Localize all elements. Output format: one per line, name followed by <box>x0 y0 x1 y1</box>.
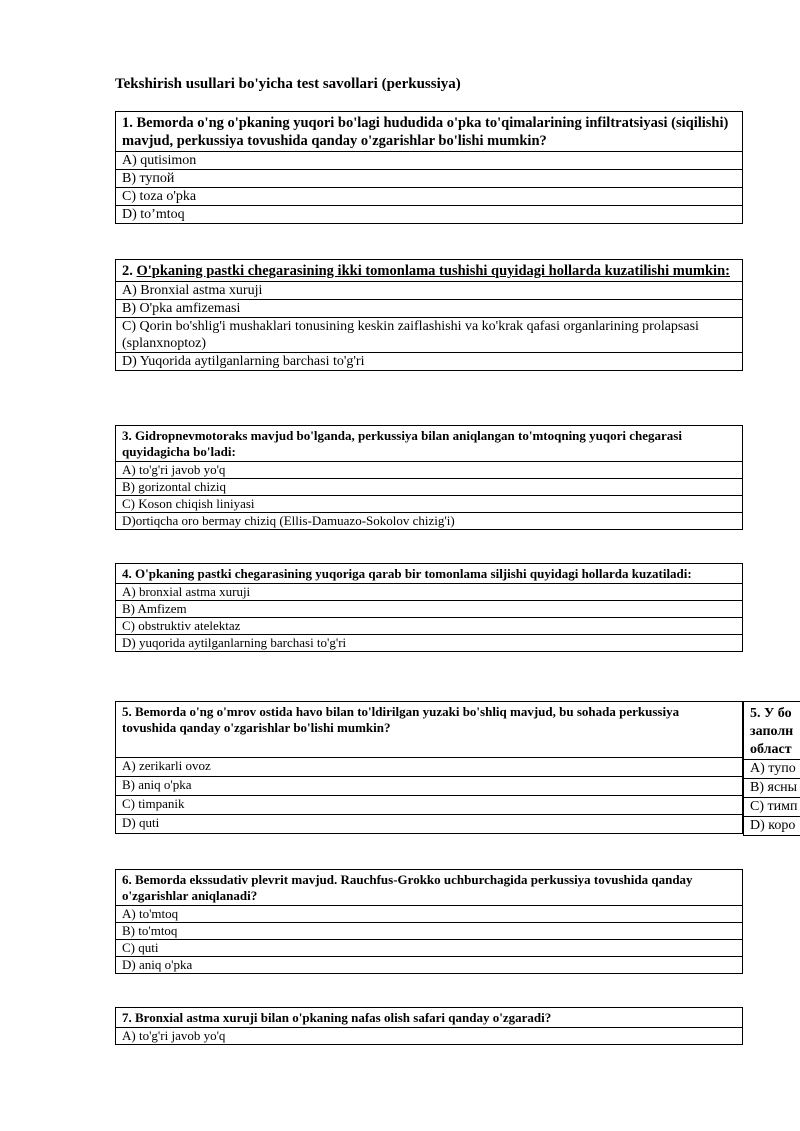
question-4-option-d: D) yuqorida aytilganlarning barchasi to'g'ri <box>116 635 743 652</box>
question-2-option-a: А) Bronxial astma xuruji <box>116 282 743 300</box>
question-1-text: 1. Bemorda o'ng o'pkaning yuqori bo'lagi hududida o'pka to'qimalarining infiltratsiyasi (siqilishi) mavjud, perkussiya tovushida qanday o'zgarishlar bo'lishi mumkin? <box>116 112 743 152</box>
question-6-text: 6. Bemorda ekssudativ plevrit mavjud. Rauchfus-Grokko uchburchagida perkussiya tovushida qanday o'zgarishlar aniqlanadi? <box>116 870 743 906</box>
question-2-table <box>115 259 743 371</box>
question-5-option-d: D) quti <box>116 815 743 834</box>
question-6-option-a: A) to'mtoq <box>116 906 743 923</box>
question-1-table <box>115 111 743 224</box>
question-3-option-a: А) to'g'ri javob yo'q <box>116 462 743 479</box>
question-3-text: 3. Gidropnevmotoraks mavjud bo'lganda, perkussiya bilan aniqlangan to'mtoqning yuqori chegarasi quyidagicha bo'ladi: <box>116 426 743 462</box>
question-2-option-d: D) Yuqorida aytilganlarning barchasi to'g'ri <box>116 353 743 371</box>
question-5-russian-table-clipped <box>743 701 800 836</box>
question-4-option-a: A) bronxial astma xuruji <box>116 584 743 601</box>
question-2-option-c: С) Qorin bo'shlig'i mushaklari tonusining keskin zaiflashishi va ko'krak qafasi organlarining prolapsasi (splanxnoptoz) <box>116 318 743 353</box>
document-title: Tekshirish usullari bo'yicha test savollari (perkussiya) <box>115 76 461 92</box>
question-5-russian-line-1: 5. У бо <box>750 706 792 721</box>
question-3-option-d: D)ortiqcha oro bermay chiziq (Ellis-Damuazo-Sokolov chizig'i) <box>116 513 743 530</box>
question-7-text: 7. Bronxial astma xuruji bilan o'pkaning nafas olish safari qanday o'zgaradi? <box>116 1008 743 1028</box>
question-5-russian-line-2: заполн <box>750 724 794 739</box>
question-4-option-b: B) Amfizem <box>116 601 743 618</box>
question-3-table <box>115 425 743 530</box>
question-7-table <box>115 1007 743 1045</box>
question-6-option-c: C) quti <box>116 940 743 957</box>
question-4-option-c: C) obstruktiv atelektaz <box>116 618 743 635</box>
question-2-option-b: В) O'pka amfizemasi <box>116 300 743 318</box>
question-4-table <box>115 563 743 652</box>
question-1-option-b: В) тупой <box>116 170 743 188</box>
question-1-option-a: А) qutisimon <box>116 152 743 170</box>
question-5-russian-option-c: С) тимп <box>744 798 800 817</box>
question-2-text: O'pkaning pastki chegarasining ikki tomonlama tushishi quyidagi hollarda kuzatilishi mumkin: <box>136 263 730 279</box>
question-5-russian-option-b: В) ясны <box>744 779 800 798</box>
question-2-heading <box>116 260 743 282</box>
question-5-table <box>115 701 743 834</box>
question-3-option-b: B) gorizontal chiziq <box>116 479 743 496</box>
question-5-text: 5. Bemorda o'ng o'mrov ostida havo bilan to'ldirilgan yuzaki bo'shliq mavjud, bu sohada perkussiya tovushida qanday o'zgarishlar bo'lishi mumkin? <box>116 702 743 758</box>
question-6-option-d: D) aniq o'pka <box>116 957 743 974</box>
question-6-table <box>115 869 743 974</box>
question-7-option-a: А) to'g'ri javob yo'q <box>116 1028 743 1045</box>
question-5-russian-option-d: D) коро <box>744 817 800 836</box>
question-3-option-c: C) Koson chiqish liniyasi <box>116 496 743 513</box>
question-5-option-b: В) aniq o'pka <box>116 777 743 796</box>
question-5-option-c: С) timpanik <box>116 796 743 815</box>
question-5-russian-option-a: А) тупо <box>744 760 800 779</box>
question-5-russian-line-3: област <box>750 742 792 757</box>
question-5-option-a: А) zerikarli ovoz <box>116 758 743 777</box>
question-6-option-b: B) to'mtoq <box>116 923 743 940</box>
question-5-russian-text <box>744 702 800 760</box>
question-2-number: 2. <box>122 263 137 279</box>
question-4-text: 4. O'pkaning pastki chegarasining yuqoriga qarab bir tomonlama siljishi quyidagi hollarda kuzatiladi: <box>116 564 743 584</box>
question-1-option-c: С) toza o'pka <box>116 188 743 206</box>
question-1-option-d: D) to’mtoq <box>116 206 743 224</box>
